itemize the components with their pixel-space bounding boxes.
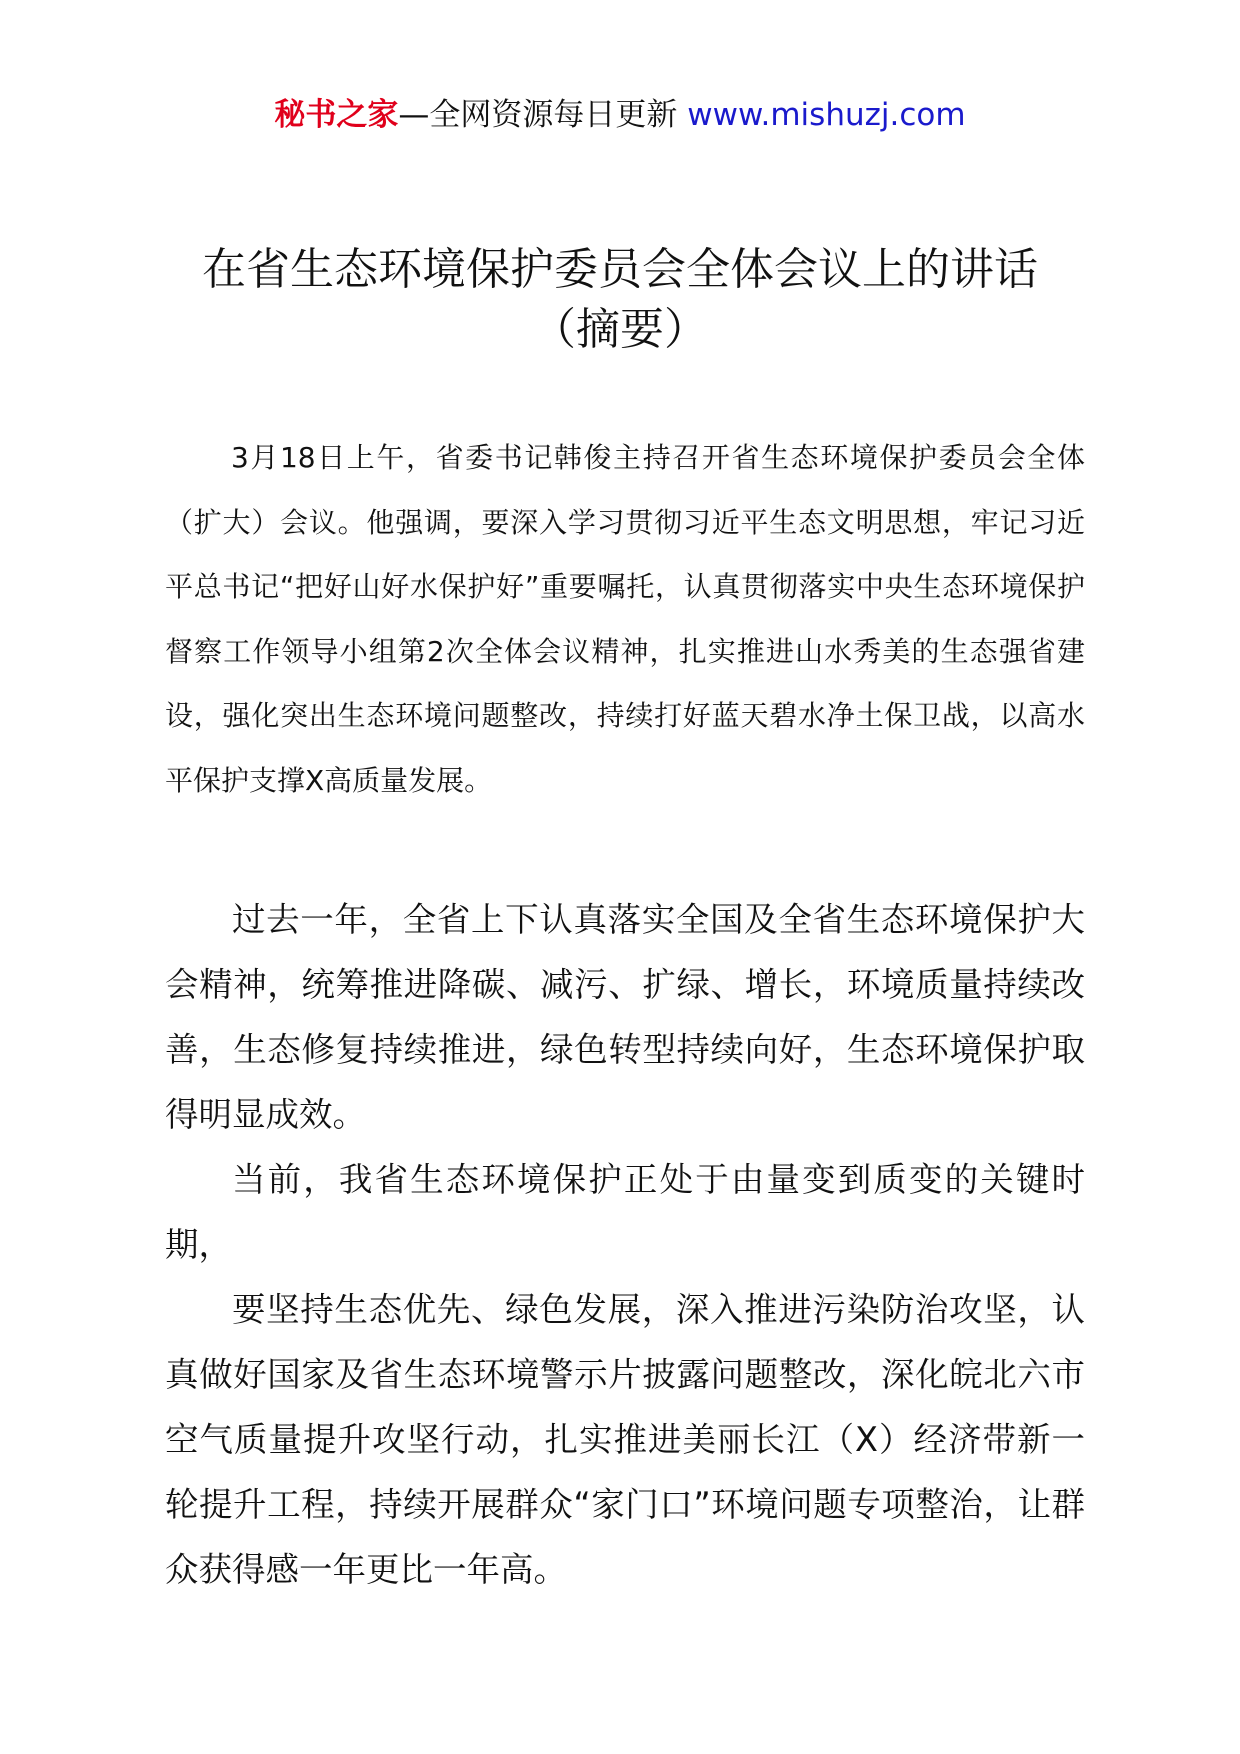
- site-tagline: —全网资源每日更新: [398, 97, 688, 133]
- site-header: [0, 95, 1240, 135]
- document-title: [0, 240, 1240, 360]
- site-url-link[interactable]: www.mishuzj.com: [687, 97, 966, 133]
- title-line-2: （摘要）: [532, 304, 708, 355]
- paragraph-4: 要坚持生态优先、绿色发展，深入推进污染防治攻坚，认真做好国家及省生态环境警示片披露问题整改，深化皖北六市空气质量提升攻坚行动，扎实推进美丽长江（X）经济带新一轮提升工程，持续开展群众“家门口”环境问题专项整治，让群众获得感一年更比一年高。: [165, 1290, 1085, 1589]
- paragraph-1: 3月18日上午，省委书记韩俊主持召开省生态环境保护委员会全体（扩大）会议。他强调，要深入学习贯彻习近平生态文明思想，牢记习近平总书记“把好山好水保护好”重要嘱托，认真贯彻落实中央生态环境保护督察工作领导小组第2次全体会议精神，扎实推进山水秀美的生态强省建设，强化突出生态环境问题整改，持续打好蓝天碧水净土保卫战，以高水平保护支撑X高质量发展。: [165, 441, 1085, 797]
- main-section: [165, 887, 1085, 1602]
- site-brand: 秘书之家: [274, 97, 399, 133]
- paragraph-3: 当前，我省生态环境保护正处于由量变到质变的关键时期，: [165, 1160, 1085, 1264]
- intro-section: [165, 426, 1085, 813]
- title-line-1: 在省生态环境保护委员会全体会议上的讲话: [202, 244, 1038, 295]
- paragraph-2: 过去一年，全省上下认真落实全国及全省生态环境保护大会精神，统筹推进降碳、减污、扩绿、增长，环境质量持续改善，生态修复持续推进，绿色转型持续向好，生态环境保护取得明显成效。: [165, 900, 1085, 1134]
